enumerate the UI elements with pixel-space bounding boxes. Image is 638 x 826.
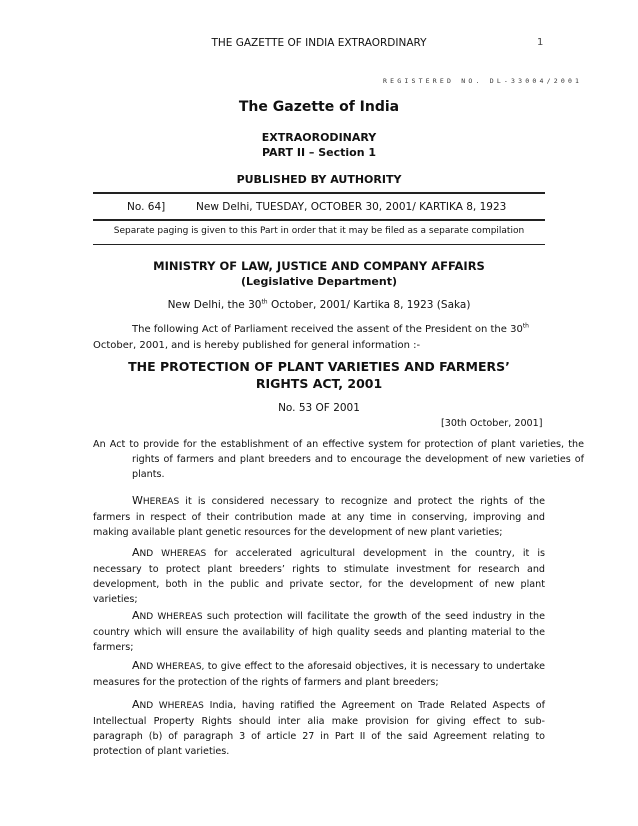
act-title-line2: RIGHTS ACT, 2001 <box>255 376 383 391</box>
separate-paging-note: Separate paging is given to this Part in order that it may be filed as a separate compilation <box>113 226 525 236</box>
act-number: No. 53 OF 2001 <box>278 402 360 414</box>
act-title-line1: THE PROTECTION OF PLANT VARIETIES AND FARMERS’ <box>128 359 510 374</box>
issue-date: New Delhi, TUESDAY, OCTOBER 30, 2001/ KARTIKA 8, 1923 <box>196 201 507 213</box>
registration-number: REGISTERED NO. DL-33004/2001 <box>383 77 583 85</box>
recital-3-cap: A <box>132 609 140 622</box>
recital-5-lead: ND WHEREAS <box>139 701 204 711</box>
recital-5 <box>93 697 545 759</box>
recital-4 <box>93 658 545 690</box>
recital-5-text: India, having ratified the Agreement on Trade Related Aspects of Intellectual Property Rights should inter alia make provision for giving effect to sub-paragraph (b) of paragraph 3 of article 27 in Part II of the said Agreement relating to protection of plant varieties. <box>93 700 546 757</box>
act-title <box>93 358 545 392</box>
intro-sup: th <box>522 322 529 330</box>
intro-line1: The following Act of Parliament received the assent of the President on the 30 <box>132 324 523 335</box>
recital-2-lead: ND WHEREAS <box>139 549 207 559</box>
act-date: [30th October, 2001] <box>441 418 543 429</box>
intro-line2: October, 2001, and is hereby published for general information :- <box>93 340 421 351</box>
running-header: THE GAZETTE OF INDIA EXTRAORDINARY <box>211 37 427 49</box>
recital-2-cap: A <box>132 546 140 559</box>
recital-4-text: to give effect to the aforesaid objectives, it is necessary to undertake measures for the protection of the rights of farmers and plant breeders; <box>93 661 545 688</box>
page-number: 1 <box>537 37 544 48</box>
recital-4-cap: A <box>132 659 140 672</box>
rule-top <box>93 192 545 194</box>
dateline-pre: New Delhi, the 30 <box>167 299 262 311</box>
recital-5-cap: A <box>132 698 140 711</box>
issue-number: No. 64] <box>127 201 166 213</box>
recital-1 <box>93 493 545 540</box>
rule-middle <box>93 219 545 221</box>
part-section-label: PART II – Section 1 <box>261 146 377 159</box>
recital-3-lead: ND WHEREAS <box>139 612 203 622</box>
department-name: (Legislative Department) <box>241 275 397 288</box>
recital-2-text: for accelerated agricultural development in the country, it is necessary to protect plant breeders’ rights to stimulate investment for research and development, both in the public and private sector, for the development of new plant varieties; <box>93 548 545 605</box>
recital-4-lead: ND WHEREAS, <box>139 662 205 672</box>
rule-bottom <box>93 244 545 245</box>
recital-2 <box>93 545 545 607</box>
recital-3-text: such protection will facilitate the growth of the seed industry in the country which will ensure the availability of high quality seeds and planting material to the farmers; <box>93 611 545 653</box>
recital-3 <box>93 608 545 655</box>
recital-1-text: it is considered necessary to recognize and protect the rights of the farmers in respect of their contribution made at any time in conserving, improving and making available plant genetic resources for the development of new plant varieties; <box>93 496 545 538</box>
extraordinary-label: EXTRAORODINARY <box>261 131 377 144</box>
recital-1-cap: W <box>132 494 143 507</box>
act-long-title: An Act to provide for the establishment of an effective system for protection of plant varieties, the rights of farmers and plant breeders and to encourage the development of new varieties of plants. <box>93 439 584 480</box>
authority-label: PUBLISHED BY AUTHORITY <box>236 173 402 186</box>
intro-paragraph <box>93 322 545 354</box>
dateline <box>0 299 638 311</box>
recital-1-lead: HEREAS <box>142 497 180 507</box>
ministry-name: MINISTRY OF LAW, JUSTICE AND COMPANY AFFAIRS <box>153 259 485 273</box>
dateline-post: October, 2001/ Kartika 8, 1923 (Saka) <box>267 299 471 311</box>
gazette-title: The Gazette of India <box>238 99 400 115</box>
dateline-sup: th <box>261 298 268 306</box>
